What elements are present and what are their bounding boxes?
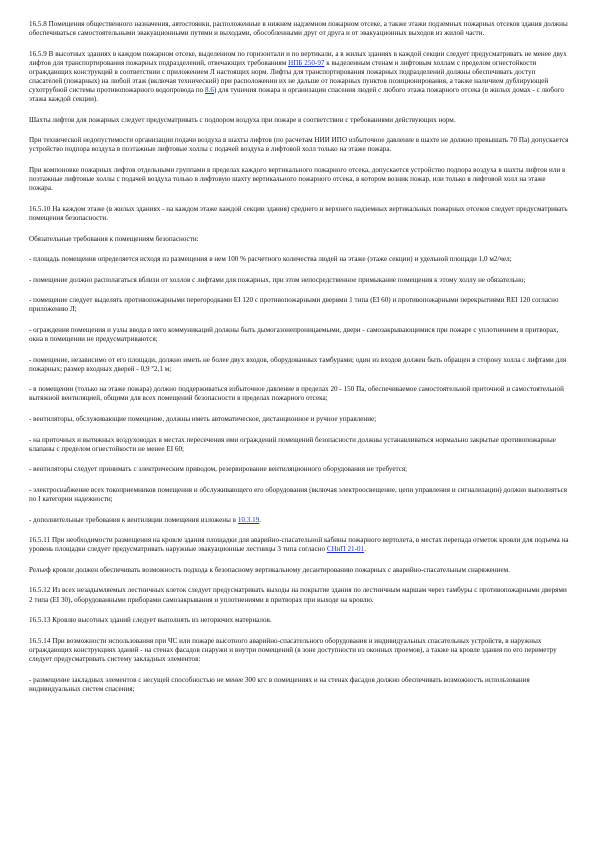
paragraph <box>29 486 569 504</box>
paragraph <box>29 20 569 38</box>
paragraph-text: - дополнительные требования к вентиляции помещения изложены в <box>29 515 238 524</box>
paragraph <box>29 586 569 604</box>
paragraph-text: Обязательные требования к помещениям безопасности: <box>29 234 199 243</box>
paragraph <box>29 255 569 264</box>
paragraph <box>29 116 569 125</box>
paragraph <box>29 616 569 625</box>
paragraph-text: 16.5.10 На каждом этаже (в жилых зданиях - на каждом этаже каждой секции здания) среднего и верхнего надземных вертикальных пожарных отсеков следует предусматривать помещения безопасности. <box>29 204 568 222</box>
paragraph-text: - помещение, независимо от его площади, должно иметь не более двух входов, оборудованных тамбурами; один из входов должен быть обращен в сторону холла с лифтами для пожарных; размер входных дверей - 0,9 ˟2,1 м; <box>29 355 567 373</box>
paragraph-text: 16.5.8 Помещения общественного назначения, автостоянки, расположенные в нижнем надземном пожарном отсеке, а также этажи подземных пожарных отсеков здания должны обеспечиваться самостоятельными эвакуационными путями и выходами, обособленными друг от друга и от эвакуационных выходов из жилой части. <box>29 20 568 38</box>
paragraph-text: - размещение закладных элементов с несущей способностью не менее 300 кгс в помещениях и на стенах фасадов должно обеспечивать возможность использования индивидуальных систем спасения; <box>29 675 530 693</box>
paragraph <box>29 166 569 193</box>
paragraph-text: - в помещении (только на этаже пожара) должно поддерживаться избыточное давление в пределах 20 - 150 Па, обеспечиваемое самостоятельной приточной и самостоятельной вытяжной вентиляцией, общими для всех помещений безопасности в пределах пожарного отсека; <box>29 385 564 403</box>
paragraph-text: При компоновке пожарных лифтов отдельными группами в пределах каждого вертикального пожарного отсека, допускается устройство подпора воздуха в шахты лифтов или в поэтажные лифтовые холлы с подачей воздуха только в лифтовую шахту вертикального пожарного отсека, в котором возник пожар, или только в лифтовой холл на этаже пожара. <box>29 166 566 193</box>
paragraph-text: 16.5.12 Из всех незадымляемых лестничных клеток следует предусматривать выходы на покрытие здания по лестничным маршам через тамбуры с противопожарными дверями 2 типа (EI 30), оборудованными приборами самозакрывания и уплотнениями в притворах при выходе на кровлю. <box>29 586 567 604</box>
paragraph <box>29 136 569 154</box>
paragraph <box>29 296 569 314</box>
paragraph <box>29 566 569 575</box>
reference-link[interactable]: 8.6 <box>205 86 214 95</box>
paragraph <box>29 676 569 694</box>
paragraph-text: Рельеф кровли должен обеспечивать возможность подхода к безопасному вертикальному десантированию пожарных с аварийно-спасательным снаряжением. <box>29 565 510 574</box>
paragraph <box>29 205 569 223</box>
paragraph <box>29 637 569 664</box>
paragraph-text: - площадь помещения определяется исходя из размещения в нем 100 % расчетного количества людей на этаже (этаже секции) и удельной площади 1,0 м2/чел; <box>29 255 512 264</box>
paragraph <box>29 50 569 105</box>
paragraph-text: 16.5.11 При необходимости размещения на кровле здания площадки для аварийно-спасательной кабины пожарного вертолета, в местах перепада отметок кровли для подъема на уровень площадки следует предусматривать наружные эвакуационные лестницы 3 типа согласно <box>29 536 569 554</box>
paragraph <box>29 516 569 525</box>
paragraph-text: 16.5.13 Кровлю высотных зданий следует выполнять из негорючих материалов. <box>29 616 272 625</box>
reference-link[interactable]: НПБ 250-97 <box>288 58 325 67</box>
reference-link[interactable]: 10.3.19 <box>237 515 260 524</box>
paragraph-text: . <box>364 545 366 554</box>
paragraph <box>29 385 569 403</box>
paragraph-text: При технической недопустимости организации подачи воздуха в шахты лифтов (по расчетам НИИ ИПО избыточное давление в шахте не должно превышать 70 Па) допускается устройство подпора воздуха в поэтажные лифтовые холлы с подачей воздуха в лифтовой холл только на этаже пожара. <box>29 136 569 154</box>
paragraph <box>29 356 569 374</box>
paragraph-text: - вентиляторы следует принимать с электрическим приводом, резервирование вентиляционного оборудования не требуется; <box>29 465 408 474</box>
paragraph-text: . <box>259 515 262 524</box>
reference-link[interactable]: СНиП 21-01 <box>326 545 365 554</box>
paragraph-text: - ограждения помещения и узлы ввода в него коммуникаций должны быть дымогазонепроницаемыми, двери - самозакрывающимися при пожаре с уплотнением в притворах, окна в помещении не предусматриваются; <box>29 325 559 344</box>
paragraph-text: 16.5.14 При возможности использования при ЧС или пожаре высотного аварийно-спасательного оборудования и индивидуальных спасательных устройств, в наружных ограждающих конструкциях зданий - на стенах фасадов снаружи и внутри помещений (в зоне доступности из оконных проемов), а также на кровле здания по его периметру следует предусматривать систему закладных элементов: <box>29 636 557 663</box>
paragraph <box>29 276 569 285</box>
paragraph-text: - помещение должно располагаться вблизи от холлов с лифтами для пожарных, при этом непосредственное примыкание помещения к этому холлу не обязательно; <box>29 275 526 284</box>
paragraph-text: - помещение следует выделять противопожарными перегородками EI 120 с противопожарными дверями 1 типа (EI 60) и противопожарными перекрытиями REI 120 согласно приложению Л; <box>29 296 559 314</box>
document-page <box>29 20 569 705</box>
paragraph <box>29 235 569 244</box>
paragraph-text: - электроснабжение всех токоприемников помещения и обслуживающего его оборудования (включая электроосвещение, цепи управления и сигнализации) должно выполняться по I категории надежности; <box>29 485 568 503</box>
paragraph <box>29 465 569 474</box>
paragraph-text: 16.5.9 В высотных зданиях в каждом пожарном отсеке, выделенном по горизонтали и по вертикали, а в жилых зданиях в каждой секции следует предусматривать не менее двух лифтов для транспортирования пожарных подразделений, отвечающих требованиям <box>29 49 567 67</box>
paragraph-text: - на приточных и вытяжных воздуховодах в местах пересечения ими ограждений помещений безопасности должны устанавливаться нормально закрытые противопожарные клапаны с пределом огнестойкости не менее EI 60; <box>29 435 556 453</box>
paragraph <box>29 326 569 344</box>
paragraph-text: к выделенным стенам и лифтовым холлам с пределом огнестойкости ограждающих конструкций в соответствии с приложением Л настоящих норм. Лифты для транспортирования пожарных подразделений должны обеспечивать доступ спасателей (пожарных) на любой этаж (включая технический) при расположении их не дальше от пожарных пунктов позиционирования, а также наличием дублирующей сухотрубной системы противопожарного водопровода по <box>29 58 549 95</box>
paragraph-text: ) для тушения пожара и организации спасения людей с любого этажа пожарного отсека (в жилых домах - с любого этажа каждой секции). <box>29 86 564 104</box>
paragraph <box>29 436 569 454</box>
paragraph-text: Шахты лифтов для пожарных следует предусматривать с подпором воздуха при пожаре в соответствии с требованиями действующих норм. <box>29 115 456 124</box>
paragraph-text: - вентиляторы, обслуживающие помещение, должны иметь автоматическое, дистанционное и ручное управление; <box>29 415 377 424</box>
paragraph <box>29 536 569 554</box>
paragraph <box>29 415 569 424</box>
